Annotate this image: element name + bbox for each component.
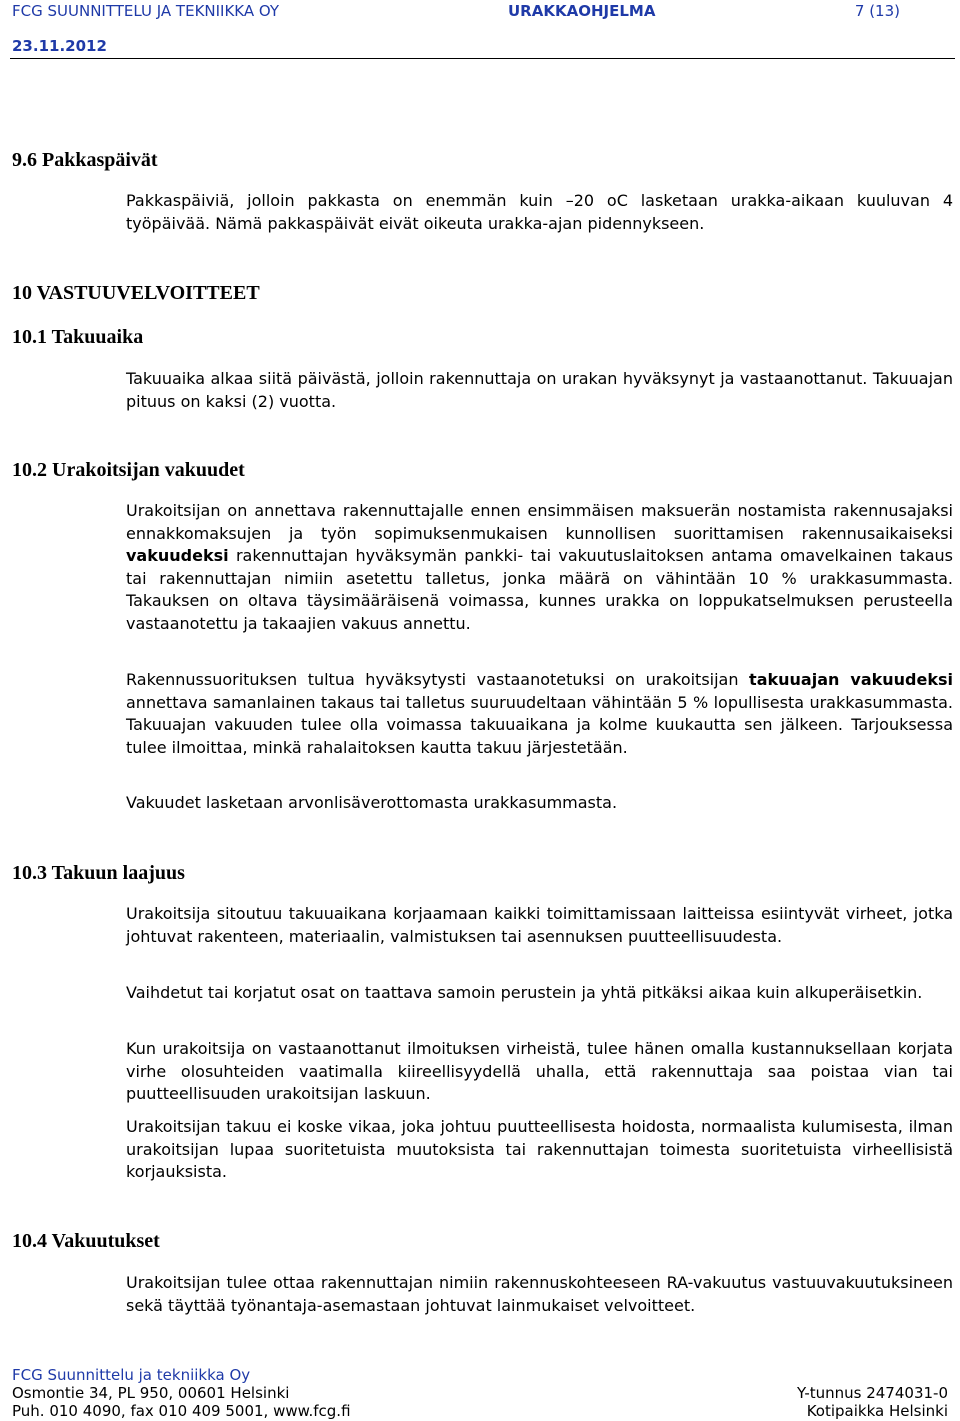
header-page-number: 7 (13)	[854, 2, 900, 20]
section-10-2-paragraph-1	[126, 500, 953, 636]
section-heading-10-2: 10.2 Urakoitsijan vakuudet	[12, 459, 245, 481]
section-10-3-paragraph-1: Urakoitsija sitoutuu takuuaikana korjaamaan kaikki toimittamissaan laitteissa esiintyvät virheet, jotka johtuvat rakenteen, materiaalin, valmistuksen tai asennuksen puutteellisuudesta.	[126, 904, 953, 946]
header-company: FCG SUUNNITTELU JA TEKNIIKKA OY	[12, 2, 280, 20]
section-heading-10: 10 VASTUUVELVOITTEET	[12, 282, 260, 304]
footer-domicile: Kotipaikka Helsinki	[806, 1402, 948, 1420]
section-heading-9-6: 9.6 Pakkaspäivät	[12, 149, 158, 171]
footer-contact: Puh. 010 4090, fax 010 409 5001, www.fcg.fi	[12, 1402, 351, 1420]
section-10-1-paragraph: Takuuaika alkaa siitä päivästä, jolloin rakennuttaja on urakan hyväksynyt ja vastaanottanut. Takuuajan pituus on kaksi (2) vuotta.	[126, 369, 953, 411]
section-10-3-paragraph-3: Kun urakoitsija on vastaanottanut ilmoituksen virheistä, tulee hänen omalla kustannuksellaan korjata virhe olosuhteiden vaatimalla kiireellisyydellä uhalla, että rakennuttaja saa poistaa vian tai puutteellisuuden urakoitsijan laskuun.	[126, 1039, 953, 1104]
section-10-4-paragraph: Urakoitsijan tulee ottaa rakennuttajan nimiin rakennuskohteeseen RA-vakuutus vastuuvakuutuksineen sekä täyttää työnantaja-asemastaan johtuvat lainmukaiset velvoitteet.	[126, 1273, 953, 1315]
text-run: Rakennussuorituksen tultua hyväksytysti vastaanotetuksi on urakoitsijan	[126, 670, 750, 689]
text-run: annettava samanlainen takaus tai talletus suuruudeltaan vähintään 5 % lopullisesta urakkasummasta. Takuuajan vakuuden tulee olla voimassa takuuaikana ja kolme kuukautta sen jälkeen. Tarjouksessa tulee ilmoittaa, minkä rahalaitoksen kautta takuu järjestetään.	[126, 692, 953, 757]
section-heading-10-3: 10.3 Takuun laajuus	[12, 862, 185, 884]
footer-address: Osmontie 34, PL 950, 00601 Helsinki	[12, 1384, 290, 1402]
section-10-2-paragraph-3: Vakuudet lasketaan arvonlisäverottomasta urakkasummasta.	[126, 793, 618, 812]
bold-term: vakuudeksi	[126, 546, 229, 566]
text-run: Urakoitsijan on annettava rakennuttajalle ennen ensimmäisen maksuerän nostamista rakennusajaksi ennakkomaksujen ja työn sopimuksenmukaisen kunnollisen suorittamisen rakennusaikaiseksi	[126, 501, 953, 543]
section-heading-10-1: 10.1 Takuuaika	[12, 326, 144, 348]
header-rule	[10, 58, 955, 59]
header-date: 23.11.2012	[12, 37, 107, 55]
bold-term: takuuajan vakuudeksi	[749, 670, 954, 689]
section-10-2-paragraph-2	[126, 669, 953, 759]
section-heading-10-4: 10.4 Vakuutukset	[12, 1230, 160, 1252]
header-doc-title: URAKKAOHJELMA	[508, 2, 656, 20]
footer-ytunnus: Y-tunnus 2474031-0	[796, 1384, 948, 1402]
section-10-3-paragraph-2: Vaihdetut tai korjatut osat on taattava samoin perustein ja yhtä pitkäksi aikaa kuin alkuperäisetkin.	[126, 983, 923, 1002]
footer-company: FCG Suunnittelu ja tekniikka Oy	[12, 1366, 251, 1384]
section-9-6-paragraph: Pakkaspäiviä, jolloin pakkasta on enemmän kuin –20 oC lasketaan urakka-aikaan kuuluvan 4 työpäivää. Nämä pakkaspäivät eivät oikeuta urakka-ajan pidennykseen.	[126, 191, 953, 233]
section-10-3-paragraph-4: Urakoitsijan takuu ei koske vikaa, joka johtuu puutteellisesta hoidosta, normaalista kulumisesta, ilman urakoitsijan lupaa suoritetuista muutoksista tai rakennuttajan toimesta suoritetuista virheellisistä korjauksista.	[126, 1117, 953, 1182]
text-run: rakennuttajan hyväksymän pankki- tai vakuutuslaitoksen antama omavelkainen takaus tai rakennuttajan nimiin asetettu talletus, jonka määrä on vähintään 10 % urakkasummasta. Takauksen on oltava täysimääräisenä voimassa, kunnes urakka on loppukatselmuksen perusteella vastaanotettu ja takaajien vakuus annettu.	[126, 546, 953, 633]
